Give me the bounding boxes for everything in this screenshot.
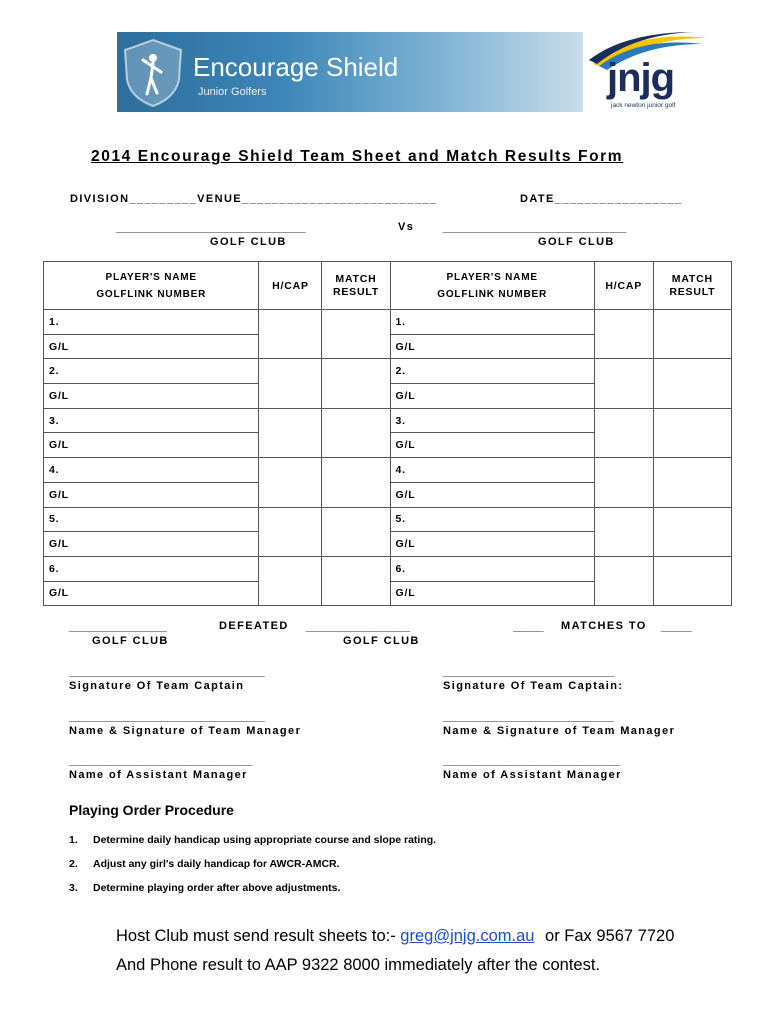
banner-title: Encourage Shield xyxy=(193,52,399,82)
matches-score-blank-1[interactable]: _____ xyxy=(513,621,544,633)
left-manager-signature-line[interactable]: ________________________________ xyxy=(69,711,265,723)
right-golflink-cell[interactable]: G/L xyxy=(390,581,594,606)
table-row xyxy=(44,408,732,433)
left-player-number[interactable]: 2. xyxy=(44,359,259,384)
procedure-number: 2. xyxy=(69,858,78,870)
left-golflink-cell[interactable]: G/L xyxy=(44,334,259,359)
right-result-cell[interactable] xyxy=(653,310,731,359)
right-player-number[interactable]: 3. xyxy=(390,408,594,433)
left-golflink-cell[interactable]: G/L xyxy=(44,433,259,458)
table-header-row xyxy=(44,262,732,310)
left-result-cell[interactable] xyxy=(322,408,390,457)
right-golflink-cell[interactable]: G/L xyxy=(390,334,594,359)
team-sheet-table xyxy=(43,261,732,606)
jnjg-logo xyxy=(585,30,710,116)
left-player-number[interactable]: 5. xyxy=(44,507,259,532)
left-golflink-header: GOLFLINK NUMBER xyxy=(96,288,207,300)
right-club-blank: ______________________________ xyxy=(443,222,627,234)
left-manager-signature-label: Name & Signature of Team Manager xyxy=(69,725,302,737)
right-players-name-header: PLAYER'S NAME xyxy=(446,271,538,283)
right-result-cell[interactable] xyxy=(653,556,731,605)
right-golflink-cell[interactable]: G/L xyxy=(390,532,594,557)
right-hcap-cell[interactable] xyxy=(594,507,653,556)
logo-tagline: jack newton junior golf xyxy=(611,102,676,109)
left-player-header xyxy=(44,262,259,310)
left-golflink-cell[interactable]: G/L xyxy=(44,581,259,606)
procedure-step: Determine playing order after above adjustments. xyxy=(93,882,341,894)
loser-club-blank[interactable]: _________________ xyxy=(306,621,411,633)
left-player-number[interactable]: 6. xyxy=(44,556,259,581)
right-hcap-cell[interactable] xyxy=(594,458,653,507)
procedure-step: Adjust any girl's daily handicap for AWCR-AMCR. xyxy=(93,858,340,870)
left-golf-club-label: GOLF CLUB xyxy=(210,236,287,248)
left-golflink-cell[interactable]: G/L xyxy=(44,482,259,507)
right-player-number[interactable]: 2. xyxy=(390,359,594,384)
right-golflink-cell[interactable]: G/L xyxy=(390,384,594,409)
right-manager-signature-label: Name & Signature of Team Manager xyxy=(443,725,676,737)
footer-line-2: And Phone result to AAP 9322 8000 immediately after the contest. xyxy=(116,956,601,974)
defeated-label: DEFEATED xyxy=(219,620,289,632)
left-hcap-cell[interactable] xyxy=(259,458,322,507)
banner-subtitle: Junior Golfers xyxy=(198,86,267,98)
table-row xyxy=(44,359,732,384)
email-link[interactable]: greg@jnjg.com.au xyxy=(400,927,535,945)
matches-to-label: MATCHES TO xyxy=(561,620,647,632)
right-captain-signature-line[interactable]: ____________________________ xyxy=(443,666,615,678)
form-title: 2014 Encourage Shield Team Sheet and Match Results Form xyxy=(91,148,624,165)
left-captain-signature-label: Signature Of Team Captain xyxy=(69,680,245,692)
left-hcap-header: H/CAP xyxy=(259,262,322,310)
right-golflink-header: GOLFLINK NUMBER xyxy=(437,288,548,300)
right-assistant-manager-label: Name of Assistant Manager xyxy=(443,769,622,781)
left-hcap-cell[interactable] xyxy=(259,507,322,556)
right-golf-club-label: GOLF CLUB xyxy=(538,236,615,248)
right-player-number[interactable]: 4. xyxy=(390,458,594,483)
left-result-cell[interactable] xyxy=(322,556,390,605)
division-venue-field: DIVISION_________VENUE__________________________ xyxy=(70,193,438,205)
left-player-number[interactable]: 4. xyxy=(44,458,259,483)
right-result-cell[interactable] xyxy=(653,408,731,457)
table-row xyxy=(44,458,732,483)
right-result-cell[interactable] xyxy=(653,507,731,556)
table-row xyxy=(44,310,732,335)
right-captain-signature-label: Signature Of Team Captain: xyxy=(443,680,624,692)
procedure-number: 3. xyxy=(69,882,78,894)
left-club-blank: _______________________________ xyxy=(116,222,306,234)
left-assistant-manager-label: Name of Assistant Manager xyxy=(69,769,248,781)
right-golflink-cell[interactable]: G/L xyxy=(390,482,594,507)
footer-line-1 xyxy=(116,927,674,946)
left-hcap-cell[interactable] xyxy=(259,408,322,457)
left-hcap-cell[interactable] xyxy=(259,359,322,408)
right-hcap-cell[interactable] xyxy=(594,359,653,408)
shield-golfer-icon xyxy=(121,38,185,108)
right-manager-signature-line[interactable]: ____________________________ xyxy=(443,711,615,723)
left-match-result-header: MATCH RESULT xyxy=(322,262,390,310)
footer-send-text: Host Club must send result sheets to:- xyxy=(116,927,396,945)
left-result-cell[interactable] xyxy=(322,359,390,408)
procedure-number: 1. xyxy=(69,834,78,846)
matches-score-blank-2[interactable]: _____ xyxy=(661,621,692,633)
right-player-number[interactable]: 1. xyxy=(390,310,594,335)
left-hcap-cell[interactable] xyxy=(259,310,322,359)
loser-golf-club-label: GOLF CLUB xyxy=(343,635,420,647)
left-result-cell[interactable] xyxy=(322,310,390,359)
left-captain-signature-line[interactable]: ________________________________ xyxy=(69,666,265,678)
right-result-cell[interactable] xyxy=(653,359,731,408)
winner-golf-club-label: GOLF CLUB xyxy=(92,635,169,647)
left-hcap-cell[interactable] xyxy=(259,556,322,605)
left-player-number[interactable]: 1. xyxy=(44,310,259,335)
winner-club-blank[interactable]: ________________ xyxy=(69,621,167,633)
left-assistant-manager-line[interactable]: ______________________________ xyxy=(69,755,253,767)
right-player-header xyxy=(390,262,594,310)
right-result-cell[interactable] xyxy=(653,458,731,507)
date-field: DATE_________________ xyxy=(520,193,683,205)
procedure-step: Determine daily handicap using appropriate course and slope rating. xyxy=(93,834,437,846)
left-golflink-cell[interactable]: G/L xyxy=(44,532,259,557)
left-players-name-header: PLAYER'S NAME xyxy=(105,271,197,283)
left-result-cell[interactable] xyxy=(322,507,390,556)
right-hcap-header: H/CAP xyxy=(594,262,653,310)
left-player-number[interactable]: 3. xyxy=(44,408,259,433)
right-hcap-cell[interactable] xyxy=(594,408,653,457)
vs-label: Vs xyxy=(398,221,415,233)
right-golflink-cell[interactable]: G/L xyxy=(390,433,594,458)
logo-text: jnjg xyxy=(607,56,675,100)
footer-fax-text: or Fax 9567 7720 xyxy=(545,927,675,945)
right-match-result-header: MATCH RESULT xyxy=(653,262,731,310)
playing-order-title: Playing Order Procedure xyxy=(69,802,234,818)
encourage-shield-banner xyxy=(117,32,583,112)
right-player-number[interactable]: 5. xyxy=(390,507,594,532)
right-hcap-cell[interactable] xyxy=(594,556,653,605)
left-result-cell[interactable] xyxy=(322,458,390,507)
right-player-number[interactable]: 6. xyxy=(390,556,594,581)
right-hcap-cell[interactable] xyxy=(594,310,653,359)
left-golflink-cell[interactable]: G/L xyxy=(44,384,259,409)
table-row xyxy=(44,507,732,532)
table-row xyxy=(44,556,732,581)
right-assistant-manager-line[interactable]: _____________________________ xyxy=(443,755,621,767)
